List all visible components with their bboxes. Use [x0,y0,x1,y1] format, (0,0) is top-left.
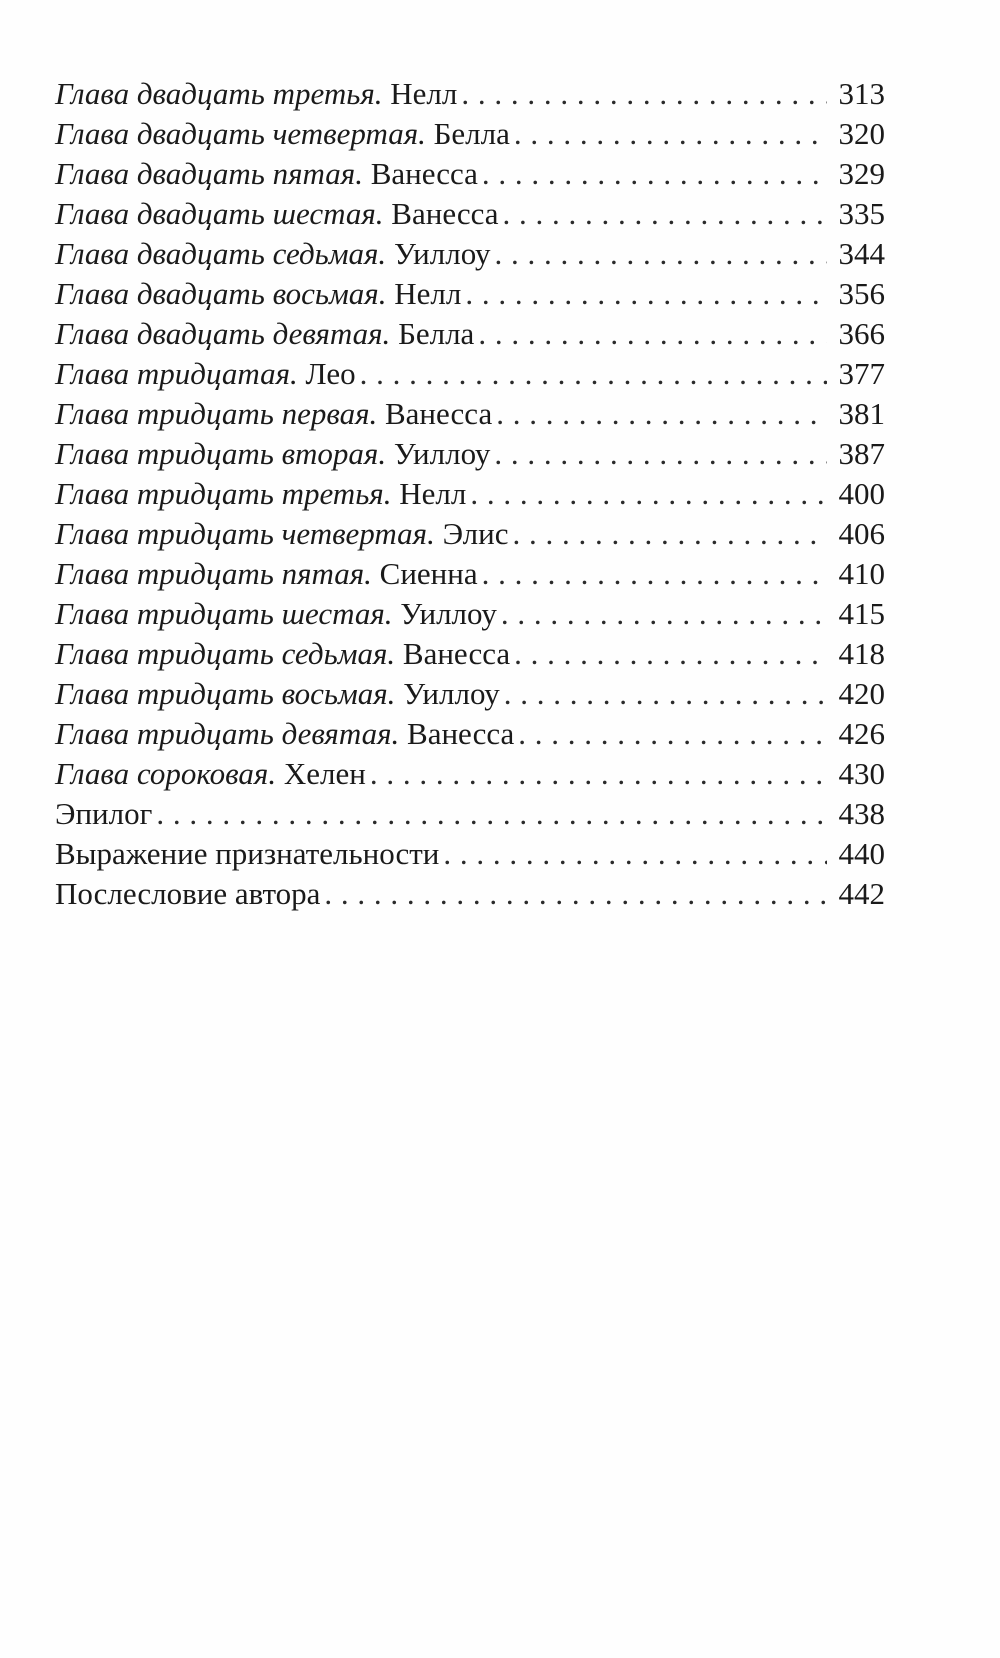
toc-entry-title [55,476,466,512]
toc-entry [55,476,885,516]
toc-entry-title [55,836,439,872]
narrator-name: Белла [433,116,510,151]
page-number: 377 [838,356,885,391]
chapter-label: Глава тридцать первая. [55,396,378,431]
narrator-name: Уиллоу [393,236,491,271]
page-number: 420 [838,676,885,711]
page-number: 381 [838,396,885,431]
toc-entry [55,436,885,476]
page-number: 415 [838,596,885,631]
dot-leader [501,596,827,632]
toc-entry [55,756,885,796]
narrator-name: Ванесса [391,196,499,231]
dot-leader [514,636,827,672]
dot-leader [324,876,827,912]
table-of-contents [55,76,885,916]
narrator-name: Белла [398,316,475,351]
dot-leader [478,316,827,352]
toc-entry [55,516,885,556]
chapter-label: Глава тридцать пятая. [55,556,372,591]
toc-entry-title [55,356,356,392]
narrator-name: Сиенна [379,556,478,591]
chapter-label: Глава двадцать девятая. [55,316,391,351]
narrator-name: Нелл [399,476,467,511]
narrator-name: Ванесса [407,716,515,751]
page-number: 387 [838,436,885,471]
page-number: 438 [838,796,885,831]
dot-leader [443,836,827,872]
dot-leader [482,556,827,592]
toc-entry-title [55,396,492,432]
chapter-label: Глава тридцать вторая. [55,436,387,471]
dot-leader [482,156,827,192]
section-name: Выражение признательности [55,836,440,871]
toc-entry [55,156,885,196]
toc-entry [55,836,885,876]
chapter-label: Глава тридцать четвертая. [55,516,435,551]
section-name: Послесловие автора [55,876,321,911]
chapter-label: Глава двадцать пятая. [55,156,363,191]
chapter-label: Глава двадцать восьмая. [55,276,387,311]
narrator-name: Нелл [390,76,458,111]
toc-entry [55,876,885,916]
toc-entry-title [55,716,514,752]
toc-entry-title [55,516,508,552]
toc-entry-title [55,76,457,112]
toc-entry [55,396,885,436]
dot-leader [470,476,827,512]
narrator-name: Уиллоу [400,596,497,631]
narrator-name: Хелен [283,756,366,791]
dot-leader [360,356,827,392]
toc-entry [55,796,885,836]
toc-entry [55,676,885,716]
toc-entry-title [55,156,478,192]
page-number: 426 [838,716,885,751]
toc-entry [55,116,885,156]
dot-leader [156,796,827,832]
toc-entry-title [55,876,320,912]
page-number: 329 [838,156,885,191]
toc-entry-title [55,756,366,792]
toc-entry [55,276,885,316]
chapter-label: Глава тридцать девятая. [55,716,400,751]
chapter-label: Глава двадцать седьмая. [55,236,387,271]
toc-entry [55,556,885,596]
narrator-name: Элис [442,516,509,551]
page-number: 356 [838,276,885,311]
chapter-label: Глава двадцать шестая. [55,196,384,231]
toc-entry-title [55,316,474,352]
toc-entry-title [55,276,461,312]
dot-leader [494,436,827,472]
page-number: 335 [838,196,885,231]
toc-entry [55,596,885,636]
narrator-name: Уиллоу [393,436,491,471]
narrator-name: Ванесса [384,396,493,431]
toc-entry [55,636,885,676]
toc-entry [55,716,885,756]
chapter-label: Глава двадцать четвертая. [55,116,426,151]
toc-entry-title [55,796,152,832]
toc-entry-title [55,596,497,632]
dot-leader [518,716,827,752]
chapter-label: Глава тридцать седьмая. [55,636,396,671]
narrator-name: Ванесса [370,156,478,191]
dot-leader [495,236,827,272]
dot-leader [370,756,827,792]
narrator-name: Лео [305,356,356,391]
toc-entry-title [55,196,499,232]
toc-entry [55,356,885,396]
chapter-label: Глава сороковая. [55,756,277,791]
toc-entry [55,236,885,276]
dot-leader [504,676,827,712]
dot-leader [503,196,827,232]
chapter-label: Глава тридцать шестая. [55,596,393,631]
narrator-name: Ванесса [402,636,511,671]
dot-leader [512,516,827,552]
chapter-label: Глава тридцать третья. [55,476,392,511]
page-number: 366 [838,316,885,351]
dot-leader [461,76,827,112]
toc-entry-title [55,676,500,712]
chapter-label: Глава тридцать восьмая. [55,676,396,711]
page-number: 406 [838,516,885,551]
toc-entry-title [55,636,510,672]
page-number: 418 [838,636,885,671]
toc-entry [55,196,885,236]
dot-leader [465,276,827,312]
section-name: Эпилог [55,796,153,831]
toc-entry [55,316,885,356]
page-number: 430 [838,756,885,791]
dot-leader [514,116,827,152]
narrator-name: Нелл [394,276,462,311]
page-number: 400 [838,476,885,511]
dot-leader [496,396,827,432]
toc-entry [55,76,885,116]
page-number: 320 [838,116,885,151]
chapter-label: Глава двадцать третья. [55,76,383,111]
page-number: 313 [838,76,885,111]
page-number: 410 [838,556,885,591]
page-number: 440 [838,836,885,871]
toc-entry-title [55,116,510,152]
toc-entry-title [55,556,478,592]
page-number: 442 [838,876,885,911]
chapter-label: Глава тридцатая. [55,356,298,391]
narrator-name: Уиллоу [403,676,500,711]
toc-entry-title [55,436,490,472]
page-number: 344 [838,236,885,271]
toc-entry-title [55,236,491,272]
